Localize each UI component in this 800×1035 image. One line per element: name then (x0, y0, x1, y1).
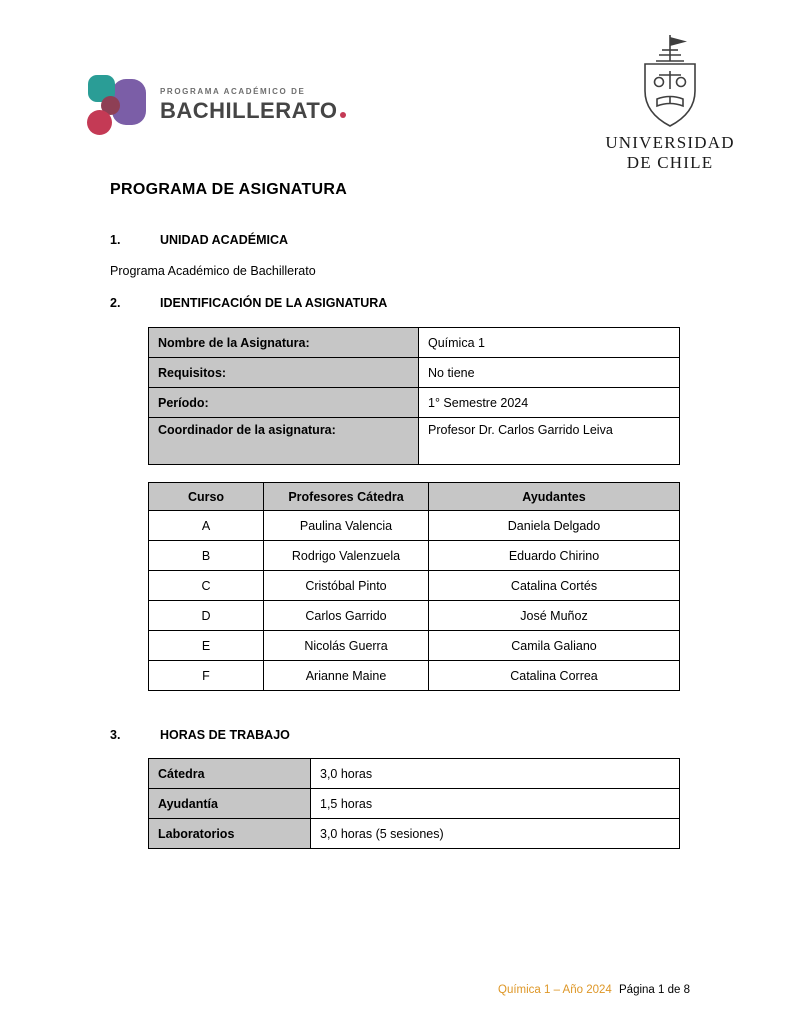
section-2-number: 2. (110, 296, 121, 310)
table-row (149, 388, 680, 418)
ayudante-cell: José Muñoz (429, 601, 680, 631)
curso-cell: A (149, 511, 264, 541)
uchile-logo (595, 33, 745, 173)
ident-value: 1° Semestre 2024 (419, 388, 680, 418)
section-3-heading (110, 728, 290, 742)
curso-cell: F (149, 661, 264, 691)
ident-value: Química 1 (419, 328, 680, 358)
ident-label: Período: (149, 388, 419, 418)
logo-dot (340, 112, 346, 118)
section-1-title: UNIDAD ACADÉMICA (160, 233, 289, 247)
table-row (149, 571, 680, 601)
curso-cell: C (149, 571, 264, 601)
table-row (149, 631, 680, 661)
logo-title: BACHILLERATO (160, 97, 338, 123)
profesor-cell: Nicolás Guerra (264, 631, 429, 661)
bachillerato-logo-icon (85, 74, 147, 136)
horas-value: 1,5 horas (311, 789, 680, 819)
curso-cell: D (149, 601, 264, 631)
table-row (149, 601, 680, 631)
bachillerato-logo-text (160, 87, 346, 124)
section-3-number: 3. (110, 728, 121, 742)
section-3-title: HORAS DE TRABAJO (160, 728, 290, 742)
table-row (149, 358, 680, 388)
uchile-logo-text (595, 133, 745, 173)
table-header-row (149, 483, 680, 511)
profesor-cell: Rodrigo Valenzuela (264, 541, 429, 571)
cursos-header-profesores: Profesores Cátedra (264, 483, 429, 511)
ident-value: No tiene (419, 358, 680, 388)
cursos-table (148, 482, 680, 691)
ident-value: Profesor Dr. Carlos Garrido Leiva (419, 418, 680, 465)
table-row (149, 819, 680, 849)
ident-label: Coordinador de la asignatura: (149, 418, 419, 465)
page-footer (498, 984, 690, 996)
section-1-number: 1. (110, 233, 121, 247)
horas-label: Cátedra (149, 759, 311, 789)
horas-label: Laboratorios (149, 819, 311, 849)
cursos-header-ayudantes: Ayudantes (429, 483, 680, 511)
footer-doc-label: Química 1 – Año 2024 (498, 984, 612, 996)
profesor-cell: Carlos Garrido (264, 601, 429, 631)
table-row (149, 541, 680, 571)
identificacion-table (148, 327, 680, 465)
table-row (149, 418, 680, 465)
curso-cell: B (149, 541, 264, 571)
bachillerato-logo (85, 74, 346, 136)
cursos-header-curso: Curso (149, 483, 264, 511)
horas-label: Ayudantía (149, 789, 311, 819)
ayudante-cell: Catalina Cortés (429, 571, 680, 601)
section-1-body: Programa Académico de Bachillerato (110, 264, 316, 278)
ayudante-cell: Catalina Correa (429, 661, 680, 691)
logo-shape-red (87, 110, 112, 135)
horas-value: 3,0 horas (5 sesiones) (311, 819, 680, 849)
table-row (149, 328, 680, 358)
table-row (149, 661, 680, 691)
profesor-cell: Cristóbal Pinto (264, 571, 429, 601)
table-row (149, 511, 680, 541)
logo-subtitle: PROGRAMA ACADÉMICO DE (160, 86, 306, 96)
curso-cell: E (149, 631, 264, 661)
ayudante-cell: Daniela Delgado (429, 511, 680, 541)
table-row (149, 759, 680, 789)
ayudante-cell: Eduardo Chirino (429, 541, 680, 571)
section-2-heading (110, 296, 387, 310)
ident-label: Nombre de la Asignatura: (149, 328, 419, 358)
footer-page-number: Página 1 de 8 (619, 984, 690, 996)
horas-value: 3,0 horas (311, 759, 680, 789)
ayudante-cell: Camila Galiano (429, 631, 680, 661)
profesor-cell: Arianne Maine (264, 661, 429, 691)
section-2-title: IDENTIFICACIÓN DE LA ASIGNATURA (160, 296, 388, 310)
table-row (149, 789, 680, 819)
section-1-heading (110, 233, 288, 247)
uchile-crest-icon (631, 33, 709, 129)
page-title: PROGRAMA DE ASIGNATURA (110, 181, 348, 198)
uchile-name-line2: DE CHILE (626, 153, 714, 172)
profesor-cell: Paulina Valencia (264, 511, 429, 541)
ident-label: Requisitos: (149, 358, 419, 388)
uchile-name-line1: UNIVERSIDAD (605, 133, 735, 152)
horas-table (148, 758, 680, 849)
